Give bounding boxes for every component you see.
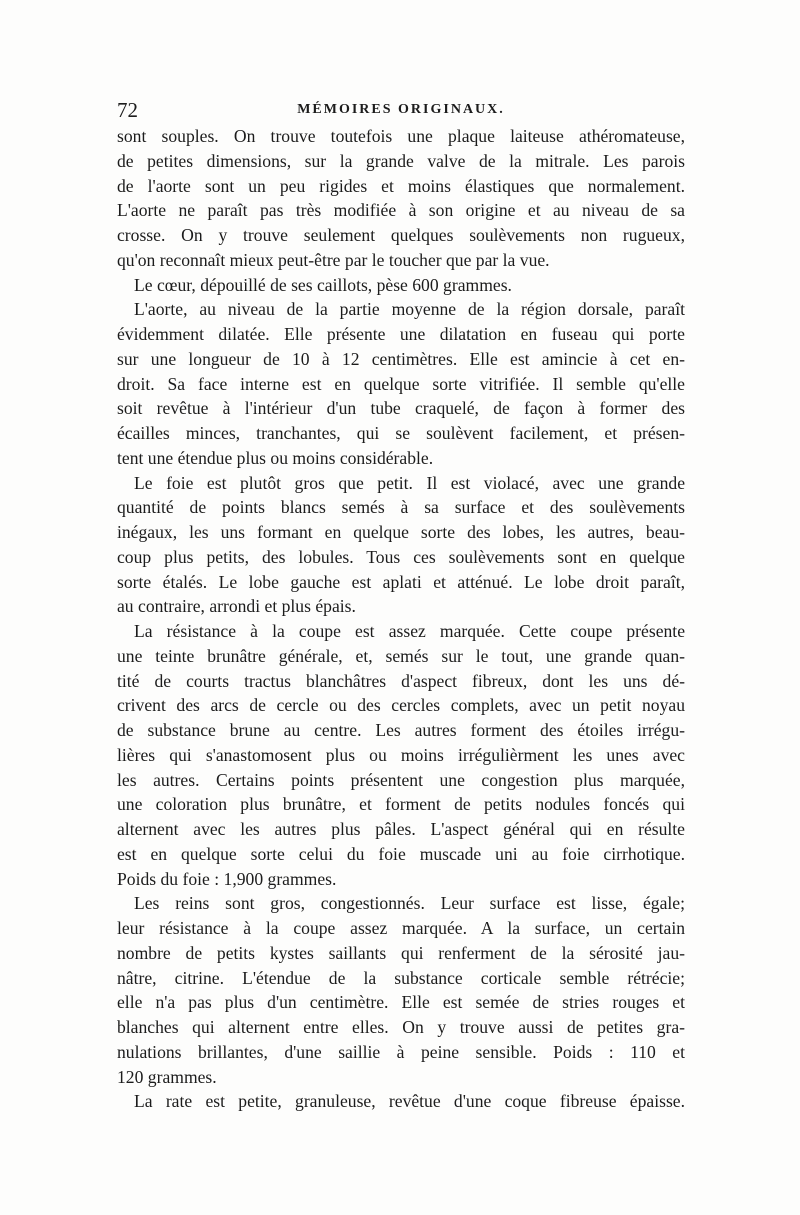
page-header	[117, 98, 685, 122]
text-line: La résistance à la coupe est assez marquée. Cette coupe présente	[134, 621, 685, 641]
text-line: Le foie est plutôt gros que petit. Il est violacé, avec une grande	[134, 472, 685, 493]
running-title: MÉMOIRES ORIGINAUX.	[297, 102, 505, 117]
text-line: Poids du foie : 1,900 grammes.	[117, 868, 337, 889]
text-line: L'aorte, au niveau de la partie moyenne de la région dorsale, paraît	[134, 299, 685, 320]
text-line: leur résistance à la coupe assez marquée. A la surface, un certain	[117, 918, 685, 938]
text-line: L'aorte ne paraît pas très modifiée à son origine et au niveau de sa	[117, 200, 685, 221]
text-line: au contraire, arrondi et plus épais.	[117, 596, 356, 617]
text-line: qu'on reconnaît mieux peut-être par le toucher que par la vue.	[117, 249, 550, 270]
text-line: de petites dimensions, sur la grande valve de la mitrale. Les parois	[117, 150, 685, 171]
text-line: elle n'a pas plus d'un centimètre. Elle est semée de stries rouges et	[117, 992, 685, 1013]
text-line: sont souples. On trouve toutefois une plaque laiteuse athéromateuse,	[117, 126, 685, 146]
text-line: Le cœur, dépouillé de ses caillots, pèse 600 grammes.	[134, 274, 512, 295]
body-text	[117, 124, 685, 1114]
text-line: une teinte brunâtre générale, et, semés sur le tout, une grande quan-	[117, 645, 685, 666]
text-line: de l'aorte sont un peu rigides et moins élastiques que normalement.	[117, 175, 685, 196]
text-line: nâtre, citrine. L'étendue de la substance corticale semble rétrécie;	[117, 967, 685, 988]
text-line: La rate est petite, granuleuse, revêtue d'une coque fibreuse épaisse.	[134, 1091, 685, 1112]
text-line: blanches qui alternent entre elles. On y trouve aussi de petites gra-	[117, 1017, 685, 1037]
text-line: lières qui s'anastomosent plus ou moins irrégulièrment les unes avec	[117, 744, 685, 765]
text-line: crosse. On y trouve seulement quelques soulèvements non rugueux,	[117, 225, 685, 245]
text-line: nombre de petits kystes saillants qui renferment de la sérosité jau-	[117, 942, 685, 963]
text-line: les autres. Certains points présentent une congestion plus marquée,	[117, 769, 685, 790]
text-line: de substance brune au centre. Les autres forment des étoiles irrégu-	[117, 720, 685, 740]
text-line: tent une étendue plus ou moins considérable.	[117, 447, 434, 468]
text-line: évidemment dilatée. Elle présente une dilatation en fuseau qui porte	[117, 324, 685, 344]
text-line: écailles minces, tranchantes, qui se soulèvent facilement, et présen-	[117, 423, 685, 443]
text-line: inégaux, les uns formant en quelque sorte des lobes, les autres, beau-	[117, 522, 685, 542]
text-line: droit. Sa face interne est en quelque sorte vitrifiée. Il semble qu'elle	[117, 373, 685, 394]
text-line: une coloration plus brunâtre, et forment de petits nodules foncés qui	[117, 794, 685, 815]
text-line: quantité de points blancs semés à sa surface et des soulèvements	[117, 497, 685, 518]
text-line: sorte étalés. Le lobe gauche est aplati et atténué. Le lobe droit paraît,	[117, 571, 685, 592]
text-line: nulations brillantes, d'une saillie à peine sensible. Poids : 110 et	[117, 1041, 685, 1062]
text-line: alternent avec les autres plus pâles. L'aspect général qui en résulte	[117, 819, 685, 839]
text-line: coup plus petits, des lobules. Tous ces soulèvements sont en quelque	[117, 546, 685, 567]
text-line: tité de courts tractus blanchâtres d'aspect fibreux, dont les uns dé-	[117, 670, 685, 691]
text-line: 120 grammes.	[117, 1066, 217, 1087]
text-line: soit revêtue à l'intérieur d'un tube craquelé, de façon à former des	[117, 398, 685, 419]
text-line: Les reins sont gros, congestionnés. Leur surface est lisse, égale;	[134, 893, 685, 914]
page-number: 72	[117, 98, 138, 122]
text-line: sur une longueur de 10 à 12 centimètres. Elle est amincie à cet en-	[117, 348, 685, 369]
text-line: crivent des arcs de cercle ou des cercles complets, avec un petit noyau	[117, 695, 685, 716]
text-line: est en quelque sorte celui du foie muscade uni au foie cirrhotique.	[117, 843, 685, 864]
